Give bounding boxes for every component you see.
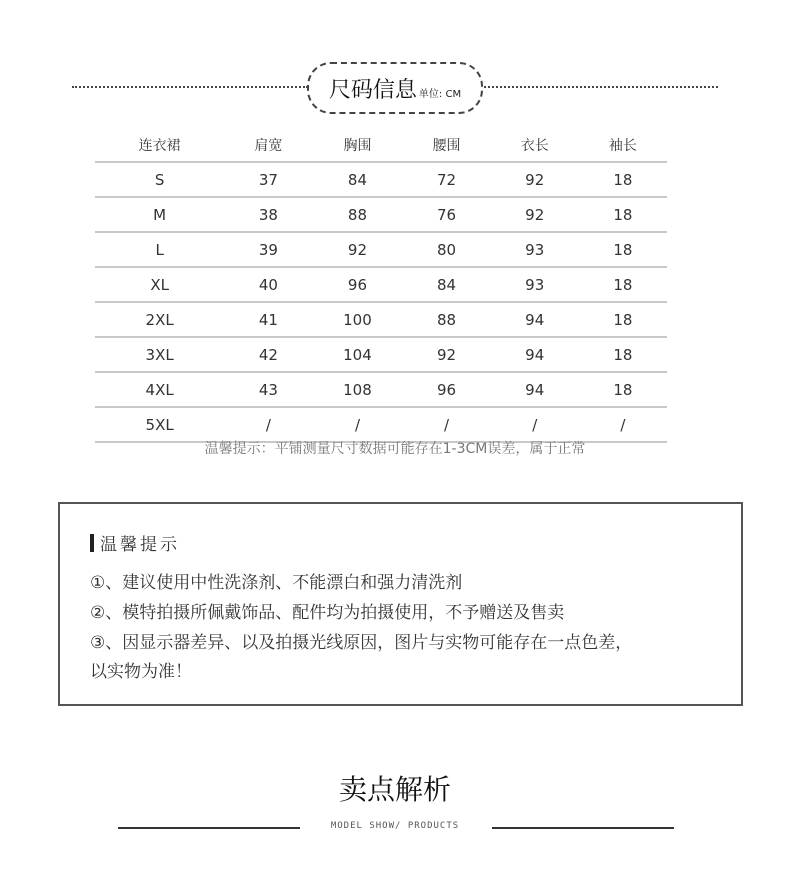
table-cell: 92	[402, 337, 490, 372]
table-cell: 18	[579, 267, 667, 302]
notice-title	[90, 530, 180, 555]
table-cell: 92	[491, 197, 579, 232]
table-cell: 2XL	[95, 302, 224, 337]
table-cell: 4XL	[95, 372, 224, 407]
notice-line: ②、模特拍摄所佩戴饰品、配件均为拍摄使用，不予赠送及售卖	[90, 603, 565, 623]
table-cell: 94	[491, 337, 579, 372]
table-cell: 84	[402, 267, 490, 302]
table-cell: /	[491, 407, 579, 442]
table-cell: 94	[491, 302, 579, 337]
size-info-unit: 单位: CM	[418, 88, 462, 100]
table-cell: 37	[224, 162, 312, 197]
table-cell: 84	[312, 162, 402, 197]
table-cell: 38	[224, 197, 312, 232]
table-cell: 92	[491, 162, 579, 197]
column-header: 肩宽	[254, 137, 283, 154]
column-header: 袖长	[608, 137, 637, 154]
notice-line: ①、建议使用中性洗涤剂、不能漂白和强力清洗剂	[90, 573, 463, 593]
table-row	[95, 302, 667, 337]
table-header	[95, 128, 667, 162]
size-info-header	[307, 62, 483, 114]
table-row	[95, 162, 667, 197]
table-cell: 5XL	[95, 407, 224, 442]
table-cell: 43	[224, 372, 312, 407]
table-cell: 41	[224, 302, 312, 337]
table-cell: /	[402, 407, 490, 442]
table-cell: 94	[491, 372, 579, 407]
table-cell: 76	[402, 197, 490, 232]
table-row	[95, 407, 667, 442]
title-bar	[90, 534, 94, 552]
table-row	[95, 197, 667, 232]
table-cell: 18	[579, 197, 667, 232]
table-cell: 80	[402, 232, 490, 267]
table-cell: XL	[95, 267, 224, 302]
table-cell: 100	[312, 302, 402, 337]
table-row	[95, 337, 667, 372]
column-header: 衣长	[520, 137, 549, 154]
table-cell: 72	[402, 162, 490, 197]
table-cell: /	[579, 407, 667, 442]
table-cell: 18	[579, 372, 667, 407]
notice-line: ③、因显示器差异、以及拍摄光线原因，图片与实物可能存在一点色差，	[90, 633, 633, 653]
column-header: 连衣裙	[138, 137, 181, 154]
table-cell: 93	[491, 267, 579, 302]
table-cell: 42	[224, 337, 312, 372]
table-cell: 88	[312, 197, 402, 232]
table-cell: 3XL	[95, 337, 224, 372]
table-cell: 18	[579, 232, 667, 267]
table-cell: /	[224, 407, 312, 442]
table-cell: 104	[312, 337, 402, 372]
table-cell: 88	[402, 302, 490, 337]
table-cell: 18	[579, 337, 667, 372]
selling-points-subtitle: MODEL SHOW/ PRODUCTS	[330, 821, 460, 831]
table-row	[95, 267, 667, 302]
table-cell: 96	[312, 267, 402, 302]
table-cell: /	[312, 407, 402, 442]
notice-box	[58, 502, 743, 706]
table-cell: M	[95, 197, 224, 232]
table-cell: 18	[579, 302, 667, 337]
table-cell: 18	[579, 162, 667, 197]
divider	[72, 86, 308, 88]
table-cell: 96	[402, 372, 490, 407]
divider	[492, 827, 674, 829]
table-cell: 93	[491, 232, 579, 267]
table-cell: S	[95, 162, 224, 197]
table-cell: 92	[312, 232, 402, 267]
size-table	[95, 128, 667, 443]
measurement-tip: 温馨提示：平铺测量尺寸数据可能存在1-3CM误差，属于正常	[204, 441, 586, 457]
column-header: 胸围	[343, 137, 372, 154]
divider	[480, 86, 718, 88]
table-cell: L	[95, 232, 224, 267]
table-cell: 39	[224, 232, 312, 267]
table-cell: 108	[312, 372, 402, 407]
divider	[118, 827, 300, 829]
notice-title-text: 温馨提示	[100, 535, 180, 555]
table-cell: 40	[224, 267, 312, 302]
size-info-title: 尺码信息	[328, 77, 417, 103]
notice-line: 以实物为准！	[90, 662, 192, 682]
selling-points-title: 卖点解析	[338, 773, 451, 806]
column-header: 腰围	[432, 137, 461, 154]
table-row	[95, 372, 667, 407]
table-row	[95, 232, 667, 267]
